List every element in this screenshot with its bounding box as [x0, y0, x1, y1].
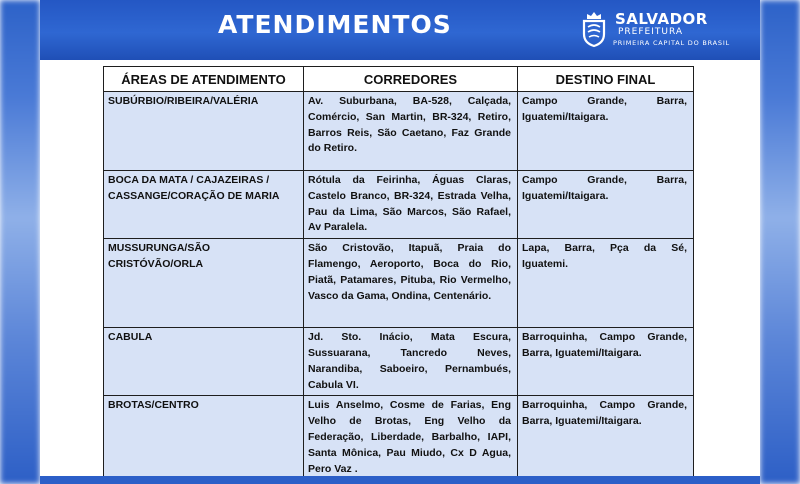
service-areas-table	[103, 66, 694, 480]
corredores-cell: Luis Anselmo, Cosme de Farias, Eng Velho de Brotas, Eng Velho da Federação, Liberdade, Barbalho, IAPI, Santa Mônica, Pau Miudo, Cx D Agua, Pero Vaz .	[304, 396, 518, 480]
destino-cell: Lapa, Barra, Pça da Sé, Iguatemi.	[518, 239, 694, 328]
corredores-cell: Rótula da Feirinha, Águas Claras, Castelo Branco, BR-324, Estrada Velha, Pau da Lima, São Marcos, São Rafael, Av Paralela.	[304, 171, 518, 239]
area-cell: BOCA DA MATA / CAJAZEIRAS / CASSANGE/CORAÇÃO DE MARIA	[104, 171, 304, 239]
corredores-cell: São Cristovão, Itapuã, Praia do Flamengo, Aeroporto, Boca do Rio, Piatã, Patamares, Pituba, Rio Vermelho, Vasco da Gama, Ondina, Centenário.	[304, 239, 518, 328]
footer-strip	[40, 476, 760, 484]
header-banner	[40, 0, 760, 60]
blurred-left-edge	[0, 0, 40, 484]
page-title: ATENDIMENTOS	[218, 10, 452, 39]
area-cell: CABULA	[104, 328, 304, 396]
destino-cell: Campo Grande, Barra, Iguatemi/Itaigara.	[518, 92, 694, 171]
table-row	[104, 396, 694, 480]
table-row	[104, 92, 694, 171]
corredores-cell: Jd. Sto. Inácio, Mata Escura, Sussuarana, Tancredo Neves, Narandiba, Saboeiro, Pernambués, Cabula VI.	[304, 328, 518, 396]
slide	[40, 0, 760, 484]
blurred-right-edge	[760, 0, 800, 484]
corredores-cell: Av. Suburbana, BA-528, Calçada, Comércio, San Martin, BR-324, Retiro, Barros Reis, São Caetano, Faz Grande do Retiro.	[304, 92, 518, 171]
area-cell: SUBÚRBIO/RIBEIRA/VALÉRIA	[104, 92, 304, 171]
area-cell: BROTAS/CENTRO	[104, 396, 304, 480]
logo-subtitle: PREFEITURA	[618, 27, 684, 37]
salvador-logo	[575, 10, 730, 52]
column-header-destino: DESTINO FINAL	[518, 67, 694, 92]
destino-cell: Barroquinha, Campo Grande, Barra, Iguatemi/Itaigara.	[518, 328, 694, 396]
destino-cell: Campo Grande, Barra, Iguatemi/Itaigara.	[518, 171, 694, 239]
table-row	[104, 239, 694, 328]
area-cell: MUSSURUNGA/SÃO CRISTÓVÃO/ORLA	[104, 239, 304, 328]
logo-name: SALVADOR	[615, 10, 708, 28]
column-header-corredores: CORREDORES	[304, 67, 518, 92]
column-header-areas: ÁREAS DE ATENDIMENTO	[104, 67, 304, 92]
table-row	[104, 328, 694, 396]
table-header-row	[104, 67, 694, 92]
logo-tagline: PRIMEIRA CAPITAL DO BRASIL	[613, 39, 730, 47]
city-crest-icon	[579, 10, 609, 48]
destino-cell: Barroquinha, Campo Grande, Barra, Iguatemi/Itaigara.	[518, 396, 694, 480]
table-row	[104, 171, 694, 239]
